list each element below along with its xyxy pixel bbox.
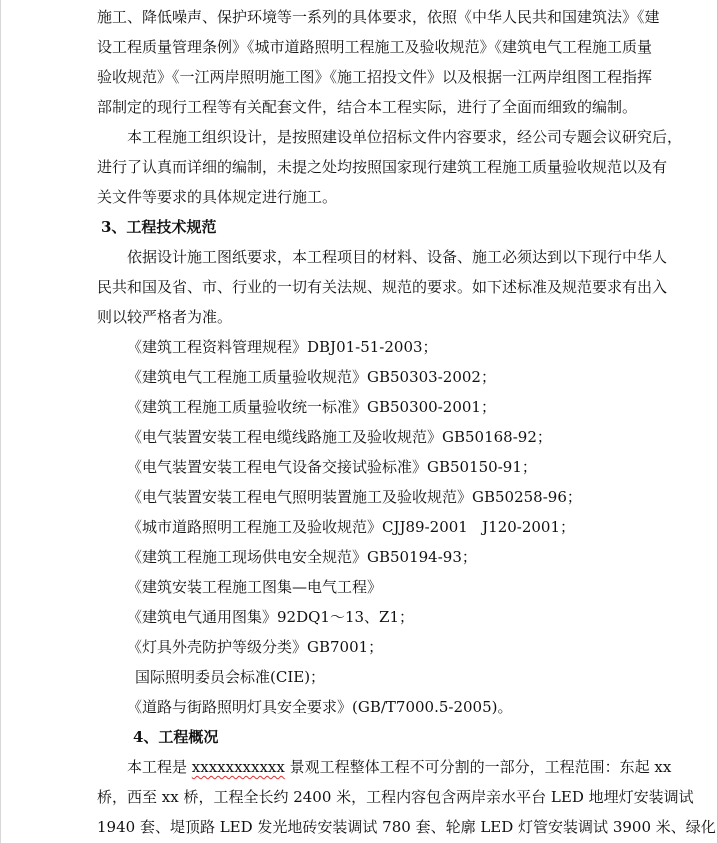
section4-heading: 4、工程概况 bbox=[133, 728, 219, 746]
standard-item: 《建筑工程施工现场供电安全规范》GB50194-93； bbox=[127, 548, 477, 566]
document-body bbox=[97, 2, 716, 842]
standard-item: 《建筑电气工程施工质量验收规范》GB50303-2002； bbox=[127, 368, 496, 386]
intro-line: 验收规范》《一江两岸照明施工图》《施工招投文件》以及根据一江两岸组图工程指挥 bbox=[97, 68, 653, 86]
section3-heading: 3、工程技术规范 bbox=[101, 218, 217, 236]
standard-item: 《电气装置安装工程电缆线路施工及验收规范》GB50168-92； bbox=[127, 428, 552, 446]
section4-line1-post: 景观工程整体工程不可分割的一部分，工程范围：东起 xx bbox=[284, 758, 672, 776]
standard-item: 《建筑工程施工质量验收统一标准》GB50300-2001； bbox=[127, 398, 496, 416]
standard-item: 《电气装置安装工程电气照明装置施工及验收规范》GB50258-96； bbox=[127, 488, 582, 506]
intro-line: 施工、降低噪声、保护环境等一系列的具体要求，依照《中华人民共和国建筑法》《建 bbox=[97, 8, 660, 26]
para2-line: 本工程施工组织设计，是按照建设单位招标文件内容要求，经公司专题会议研究后， bbox=[127, 128, 683, 146]
standard-item: 《建筑电气通用图集》92DQ1～13、Z1； bbox=[127, 608, 415, 626]
standard-item: 《建筑工程资料管理规程》DBJ01-51-2003； bbox=[127, 338, 438, 356]
standard-item: 《电气装置安装工程电气设备交接试验标准》GB50150-91； bbox=[127, 458, 537, 476]
section4-line: 1940 套、堤顶路 LED 发光地砖安装调试 780 套、轮廓 LED 灯管安装调试 3900 米、绿化 bbox=[97, 818, 716, 836]
spellcheck-marked-text: xxxxxxxxxxx bbox=[191, 758, 285, 776]
standard-item: 《道路与街路照明灯具安全要求》(GB/T7000.5-2005)。 bbox=[127, 698, 513, 716]
para2-line: 关文件等要求的具体规定进行施工。 bbox=[97, 188, 338, 206]
standard-item: 《建筑安装工程施工图集—电气工程》 bbox=[127, 578, 383, 596]
page-edge-left bbox=[0, 0, 1, 843]
section4-line1-pre: 本工程是 bbox=[127, 758, 192, 776]
section3-line: 则以较严格者为准。 bbox=[97, 308, 233, 326]
standard-item: 《灯具外壳防护等级分类》GB7001； bbox=[127, 638, 384, 656]
intro-line: 部制定的现行工程等有关配套文件，结合本工程实际，进行了全面而细致的编制。 bbox=[97, 98, 638, 116]
standard-item: 《城市道路照明工程施工及验收规范》CJJ89-2001 J120-2001； bbox=[127, 518, 576, 536]
section3-line: 依据设计施工图纸要求，本工程项目的材料、设备、施工必须达到以下现行中华人 bbox=[127, 248, 668, 266]
intro-line: 设工程质量管理条例》《城市道路照明工程施工及验收规范》《建筑电气工程施工质量 bbox=[97, 38, 653, 56]
standard-item: 国际照明委员会标准(CIE)； bbox=[135, 668, 326, 686]
section3-line: 民共和国及省、市、行业的一切有关法规、规范的要求。如下述标准及规范要求有出入 bbox=[97, 278, 668, 296]
para2-line: 进行了认真而详细的编制，未提之处均按照国家现行建筑工程施工质量验收规范以及有 bbox=[97, 158, 668, 176]
section4-line bbox=[97, 752, 672, 782]
section4-line: 桥，西至 xx 桥，工程全长约 2400 米，工程内容包含两岸亲水平台 LED 地埋灯安装调试 bbox=[97, 788, 694, 806]
